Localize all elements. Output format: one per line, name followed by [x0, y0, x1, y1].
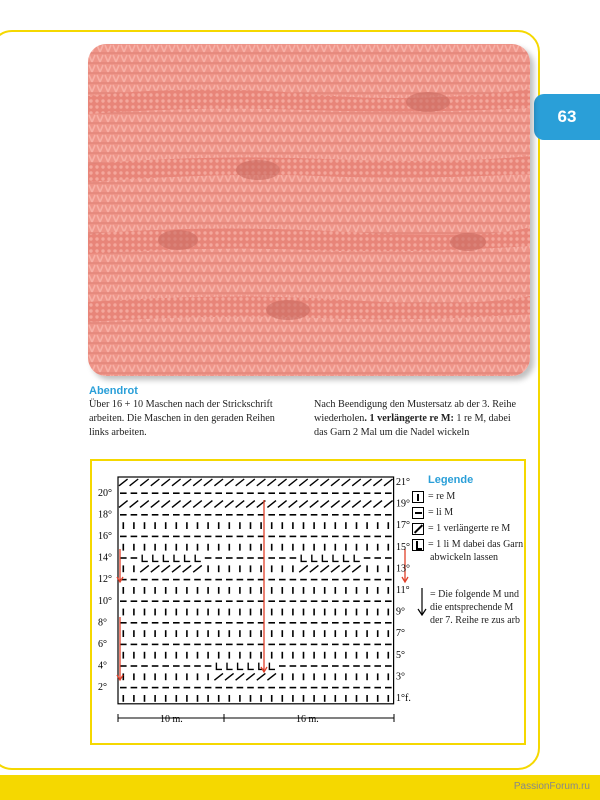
row-label-right: 19° [396, 498, 410, 510]
instructions-text-2: 1 re M, dabei das Garn 2 Mal um die Nadel wickeln [314, 413, 511, 438]
repeat-label-small: 10 m. [160, 714, 183, 725]
legend-item-arrow: = Die folgende M und die entsprechende M der 7. Reihe re zus arb [430, 589, 520, 626]
row-label-right: 1°f. [396, 693, 411, 704]
row-label-right: 7° [396, 628, 405, 640]
legend-item-knit [412, 490, 522, 503]
elongated-stitch-icon [412, 523, 424, 535]
legend-title: Legende [428, 474, 474, 486]
page-number: 63 [557, 107, 577, 126]
row-label-left: 20° [98, 487, 112, 499]
repeat-label-large: 16 m. [296, 714, 319, 725]
row-label-left: 10° [98, 595, 112, 607]
row-label-left: 8° [98, 617, 107, 629]
pattern-instructions-right [314, 398, 519, 440]
knitting-photo [88, 44, 530, 376]
drop-yarn-icon [412, 539, 424, 551]
pattern-title: Abendrot [89, 385, 138, 397]
footer-strip [0, 775, 600, 800]
row-label-right: 21° [396, 477, 410, 488]
pattern-instructions-left: Über 16 + 10 Maschen nach der Strickschrift arbeiten. Die Maschen in den geraden Reihen links arbeiten. [89, 399, 275, 438]
row-label-left: 16° [98, 531, 112, 542]
arrow-down-icon [416, 588, 428, 618]
legend-item-elongated [412, 522, 522, 535]
row-label-right: 13° [396, 563, 410, 575]
page-number-tab [534, 94, 600, 140]
knitting-photo-image [88, 44, 530, 376]
knit-symbol-icon [412, 491, 424, 503]
row-label-right: 15° [396, 541, 410, 553]
row-label-left: 12° [98, 574, 112, 586]
row-label-left: 14° [98, 552, 112, 564]
legend-text: = re M [428, 491, 456, 502]
row-label-right: 9° [396, 606, 405, 618]
legend-text: = 1 li M dabei das Garn abwickeln lassen [428, 539, 524, 563]
legend-text: = 1 verlängerte re M [428, 523, 511, 534]
row-label-left: 4° [98, 660, 107, 672]
instructions-text-1: Nach Beendigung den Mustersatz ab der 3. Reihe wiederholen [314, 399, 516, 424]
row-label-left: 6° [98, 639, 107, 650]
legend-item-purl [412, 506, 522, 519]
purl-symbol-icon [412, 507, 424, 519]
row-label-right: 11° [396, 585, 410, 596]
row-label-left: 18° [98, 509, 112, 521]
row-label-left: 2° [98, 682, 107, 694]
instructions-bold: . 1 verlängerte re M: [364, 413, 454, 424]
row-label-right: 5° [396, 649, 405, 661]
row-label-right: 3° [396, 671, 405, 683]
legend-text: = li M [428, 507, 454, 518]
footer-site: PassionForum.ru [513, 781, 590, 792]
row-label-right: 17° [396, 520, 410, 532]
legend-item-drop [412, 538, 540, 564]
